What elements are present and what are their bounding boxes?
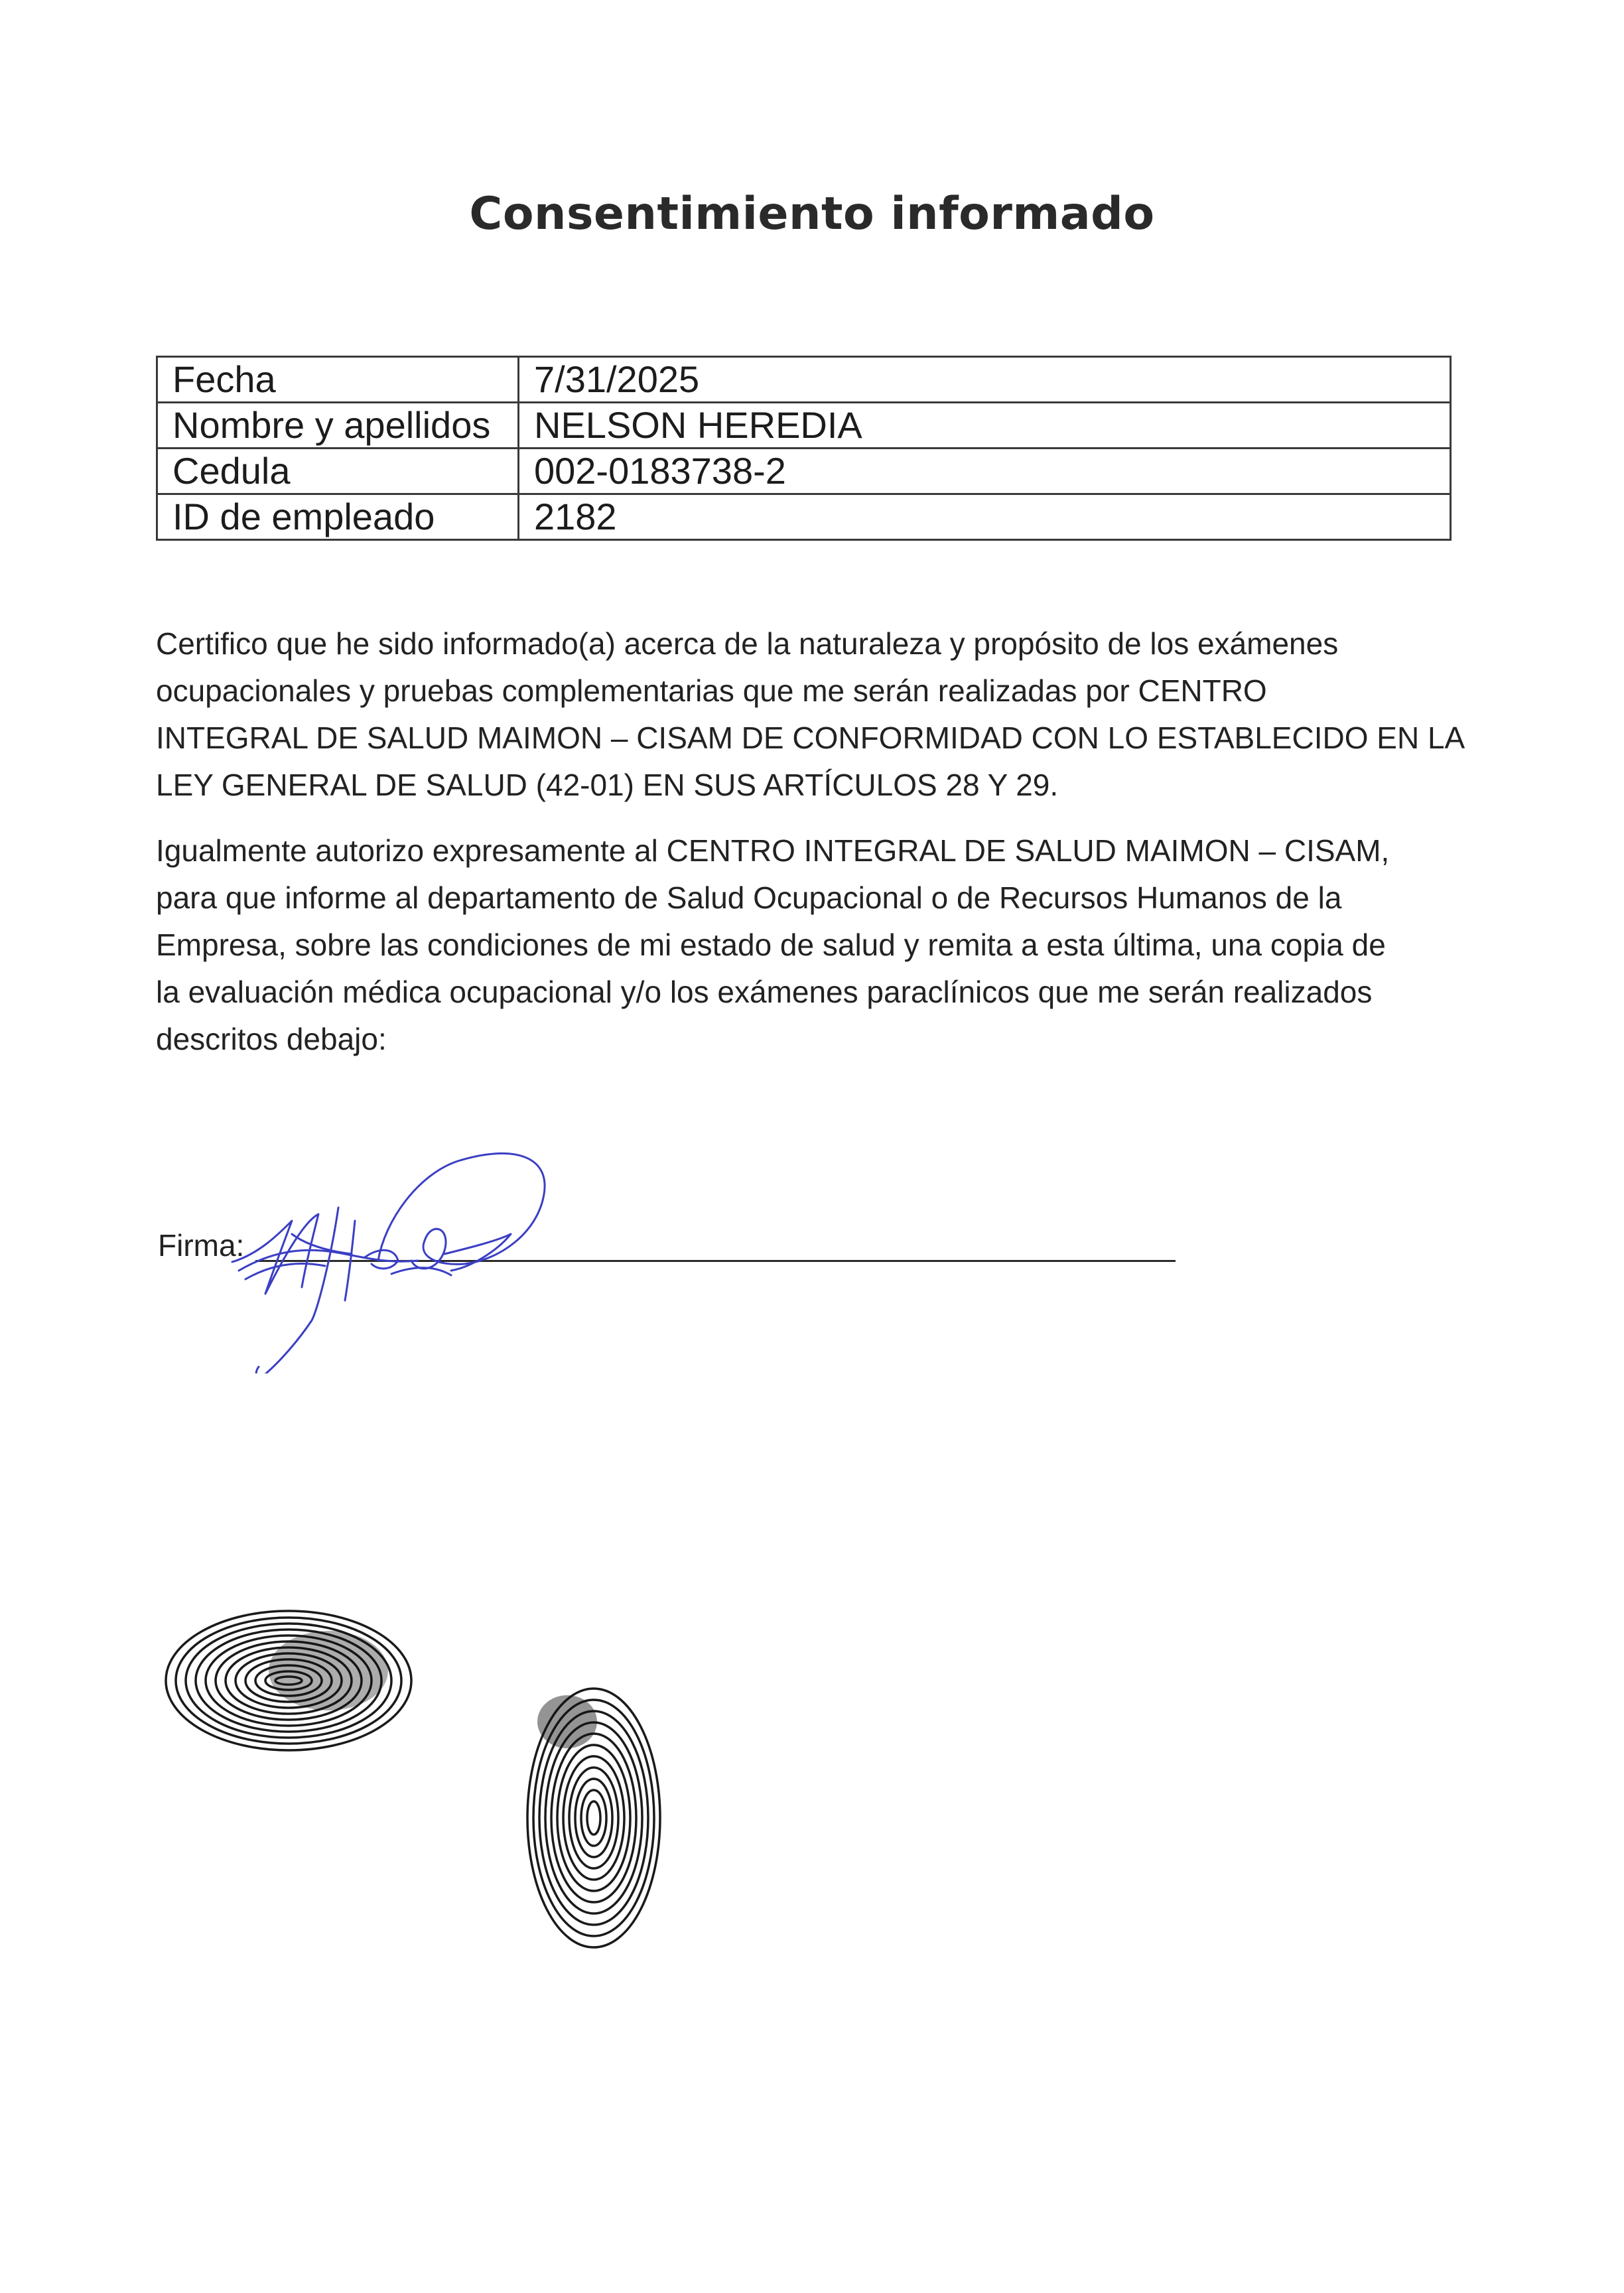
paragraph-line: Igualmente autorizo expresamente al CENTRO INTEGRAL DE SALUD MAIMON – CISAM, [156, 833, 1390, 868]
handwritten-signature [219, 1121, 590, 1373]
paragraph-line: Empresa, sobre las condiciones de mi estado de salud y remita a esta última, una copia de [156, 928, 1386, 962]
paragraph-line: Certifico que he sido informado(a) acerca de la naturaleza y propósito de los exámenes [156, 626, 1339, 661]
table-row [157, 449, 1451, 494]
employee-info-table [156, 356, 1452, 541]
paragraph-line: ocupacionales y pruebas complementarias que me serán realizadas por CENTRO [156, 673, 1267, 708]
field-label-fecha: Fecha [157, 357, 519, 403]
fingerprint-left [156, 1598, 421, 1764]
field-label-cedula: Cedula [157, 449, 519, 494]
field-label-nombre: Nombre y apellidos [157, 403, 519, 449]
fingerprint-right [521, 1682, 667, 1954]
table-row [157, 494, 1451, 540]
field-value-fecha: 7/31/2025 [519, 357, 1451, 403]
field-value-nombre: NELSON HEREDIA [519, 403, 1451, 449]
field-value-id-empleado: 2182 [519, 494, 1451, 540]
paragraph-line: descritos debajo: [156, 1022, 387, 1056]
paragraph-line: LEY GENERAL DE SALUD (42-01) EN SUS ARTÍCULOS 28 Y 29. [156, 768, 1059, 802]
paragraph-line: la evaluación médica ocupacional y/o los exámenes paraclínicos que me serán realizados [156, 975, 1373, 1009]
field-label-id-empleado: ID de empleado [157, 494, 519, 540]
table-row [157, 403, 1451, 449]
field-value-cedula: 002-0183738-2 [519, 449, 1451, 494]
table-row [157, 357, 1451, 403]
document-title: Consentimiento informado [469, 188, 1155, 240]
signature-label: Firma: [158, 1228, 245, 1263]
paragraph-line: para que informe al departamento de Salud Ocupacional o de Recursos Humanos de la [156, 880, 1342, 915]
paragraph-line: INTEGRAL DE SALUD MAIMON – CISAM DE CONFORMIDAD CON LO ESTABLECIDO EN LA [156, 721, 1465, 755]
authorization-paragraph [156, 827, 1483, 1063]
certification-paragraph [156, 620, 1483, 809]
